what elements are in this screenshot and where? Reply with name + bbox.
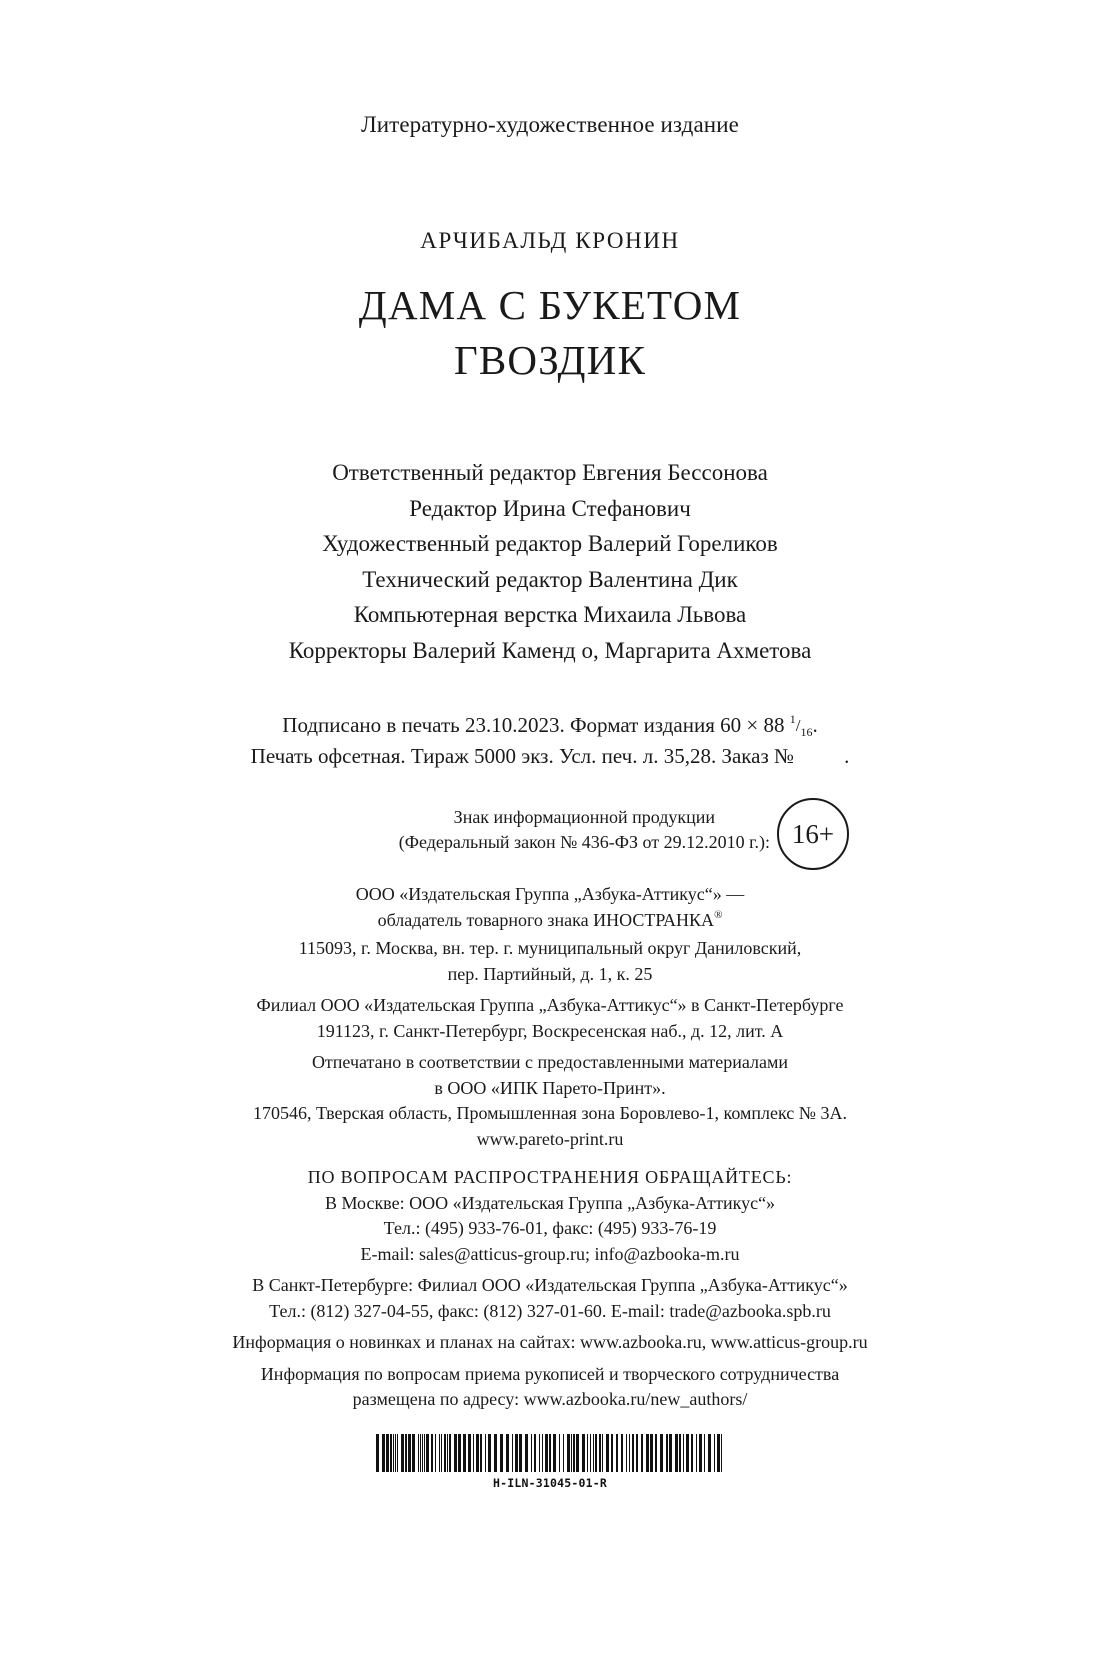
printer-line-1: Отпечатано в соответствии с предоставленными материалами bbox=[311, 1052, 789, 1072]
barcode-bar bbox=[621, 1434, 623, 1472]
credit-art-editor: Художественный редактор Валерий Гореликов bbox=[322, 531, 778, 557]
barcode-bar bbox=[488, 1434, 491, 1472]
barcode-bar bbox=[439, 1434, 440, 1472]
barcode-bars bbox=[370, 1434, 730, 1474]
barcode-bar bbox=[696, 1434, 697, 1472]
credit-layout: Компьютерная верстка Михаила Львова bbox=[353, 602, 747, 628]
barcode-bar bbox=[506, 1434, 509, 1472]
barcode-bar bbox=[422, 1434, 423, 1472]
credits-list bbox=[0, 455, 1100, 669]
barcode-bar bbox=[632, 1434, 634, 1472]
edition-type: Литературно-художественное издание bbox=[361, 112, 739, 137]
publisher-name: ООО «Издательская Группа „Азбука-Аттикус“» — bbox=[355, 884, 745, 904]
registered-mark: ® bbox=[714, 908, 723, 921]
book-title-line-2: ГВОЗДИК bbox=[453, 337, 647, 383]
trademark-owner bbox=[0, 908, 1100, 937]
branch-address: 191123, г. Санкт-Петербург, Воскресенская наб., д. 12, лит. А bbox=[316, 1020, 784, 1041]
barcode-bar bbox=[666, 1434, 668, 1472]
barcode-bar bbox=[545, 1434, 548, 1472]
barcode-bar bbox=[512, 1434, 513, 1472]
barcode-bar bbox=[395, 1434, 396, 1472]
print-signing-format: Подписано в печать 23.10.2023. Формат издания 60 × 88 bbox=[282, 713, 785, 737]
printer-line-2: в ООО «ИПК Парето-Принт». bbox=[434, 1077, 666, 1098]
barcode-bar bbox=[480, 1434, 482, 1472]
spb-phone-email: Тел.: (812) 327-04-55, факс: (812) 327-01-60. E-mail: trade@azbooka.spb.ru bbox=[269, 1300, 831, 1321]
barcode-bar bbox=[595, 1434, 597, 1472]
barcode-bar bbox=[426, 1434, 429, 1472]
age-rating-block bbox=[0, 798, 1100, 888]
distribution-spb bbox=[0, 1273, 1100, 1324]
printer-info bbox=[0, 1050, 1100, 1152]
barcode-bar bbox=[599, 1434, 601, 1472]
barcode-bar bbox=[708, 1434, 711, 1472]
barcode-bar bbox=[691, 1434, 693, 1472]
moscow-email: E-mail: sales@atticus-group.ru; info@azbooka-m.ru bbox=[360, 1243, 740, 1264]
barcode-bar bbox=[660, 1434, 663, 1472]
barcode-bar bbox=[582, 1434, 585, 1472]
barcode-bar bbox=[571, 1434, 572, 1472]
credit-technical-editor: Технический редактор Валентина Дик bbox=[362, 566, 738, 592]
barcode-bar bbox=[531, 1434, 532, 1472]
barcode-bar bbox=[382, 1434, 385, 1472]
barcode-bar bbox=[534, 1434, 536, 1472]
barcode-bar bbox=[650, 1434, 653, 1472]
barcode bbox=[370, 1434, 730, 1492]
barcode-bar bbox=[444, 1434, 446, 1472]
barcode-bar bbox=[412, 1434, 415, 1472]
barcode-bar bbox=[401, 1434, 404, 1472]
barcode-bar bbox=[717, 1434, 720, 1472]
distribution-heading: ПО ВОПРОСАМ РАСПРОСТРАНЕНИЯ ОБРАЩАЙТЕСЬ: bbox=[307, 1167, 793, 1187]
branch-name: Филиал ООО «Издательская Группа „Азбука-Аттикус“» в Санкт-Петербурге bbox=[256, 995, 844, 1015]
author-name: АРЧИБАЛЬД КРОНИН bbox=[420, 228, 680, 253]
barcode-bar bbox=[616, 1434, 618, 1472]
barcode-bar bbox=[553, 1434, 556, 1472]
book-title bbox=[0, 278, 1100, 388]
barcode-bar bbox=[669, 1434, 672, 1472]
barcode-bar bbox=[397, 1434, 398, 1472]
barcode-bar bbox=[485, 1434, 486, 1472]
barcode-bar bbox=[376, 1434, 379, 1472]
barcode-bar bbox=[449, 1434, 451, 1472]
barcode-bar bbox=[515, 1434, 518, 1472]
age-rating-badge: 16+ bbox=[777, 798, 849, 870]
format-fraction-numerator: 1 bbox=[789, 712, 796, 726]
barcode-bar bbox=[390, 1434, 392, 1472]
barcode-bar bbox=[420, 1434, 421, 1472]
barcode-bar bbox=[699, 1434, 702, 1472]
barcode-bar bbox=[476, 1434, 479, 1472]
trademark-owner-text: обладатель товарного знака ИНОСТРАНКА bbox=[377, 909, 715, 930]
barcode-bar bbox=[646, 1434, 649, 1472]
barcode-bar bbox=[626, 1434, 627, 1472]
print-info bbox=[0, 711, 1100, 770]
barcode-bar bbox=[636, 1434, 638, 1472]
barcode-bar bbox=[602, 1434, 603, 1472]
barcode-bar bbox=[519, 1434, 522, 1472]
format-fraction-denominator: 16 bbox=[800, 725, 813, 739]
barcode-bar bbox=[431, 1434, 433, 1472]
barcode-bar bbox=[435, 1434, 436, 1472]
printer-address: 170546, Тверская область, Промышленная зона Боровлево-1, комплекс № 3А. bbox=[253, 1103, 847, 1123]
authors-info bbox=[0, 1362, 1100, 1413]
age-rating-label-line-1: Знак информационной продукции bbox=[453, 807, 716, 827]
moscow-contact-name: В Москве: ООО «Издательская Группа „Азбука-Аттикус“» bbox=[324, 1192, 776, 1213]
barcode-bar bbox=[675, 1434, 678, 1472]
news-websites: Информация о новинках и планах на сайтах: www.azbooka.ru, www.atticus-group.ru bbox=[232, 1332, 868, 1352]
barcode-bar bbox=[393, 1434, 394, 1472]
publisher-main bbox=[0, 882, 1100, 987]
barcode-bar bbox=[679, 1434, 681, 1472]
print-info-line-2-end: . bbox=[844, 744, 850, 768]
printer-website: www.pareto-print.ru bbox=[476, 1128, 624, 1149]
age-rating-label-line-2: (Федеральный закон № 436-ФЗ от 29.12.2010 г.): bbox=[398, 832, 770, 852]
format-fraction-slash: / bbox=[795, 716, 801, 735]
barcode-bar bbox=[573, 1434, 575, 1472]
barcode-bar bbox=[473, 1434, 474, 1472]
barcode-code: H-ILN-31045-01-R bbox=[493, 1476, 607, 1490]
barcode-bar bbox=[590, 1434, 591, 1472]
barcode-bar bbox=[641, 1434, 643, 1472]
barcode-bar bbox=[463, 1434, 466, 1472]
barcode-bar bbox=[424, 1434, 425, 1472]
print-info-line-1 bbox=[0, 711, 1100, 742]
barcode-bar bbox=[721, 1434, 722, 1472]
credit-responsible-editor: Ответственный редактор Евгения Бессонова bbox=[332, 460, 768, 485]
barcode-bar bbox=[408, 1434, 411, 1472]
barcode-bar bbox=[468, 1434, 471, 1472]
barcode-bar bbox=[593, 1434, 594, 1472]
authors-info-line-2: размещена по адресу: www.azbooka.ru/new_authors/ bbox=[352, 1389, 748, 1409]
barcode-bar bbox=[405, 1434, 407, 1472]
barcode-bar bbox=[559, 1434, 560, 1472]
barcode-bar bbox=[611, 1434, 613, 1472]
print-info-line-2 bbox=[0, 742, 1100, 770]
barcode-bar bbox=[441, 1434, 442, 1472]
barcode-bar bbox=[539, 1434, 540, 1472]
credit-proofreaders: Корректоры Валерий Каменд о, Маргарита Ахметова bbox=[288, 637, 812, 663]
barcode-bar bbox=[576, 1434, 579, 1472]
print-run-details: Печать офсетная. Тираж 5000 экз. Усл. печ. л. 35,28. Заказ № bbox=[250, 744, 795, 768]
barcode-bar bbox=[418, 1434, 419, 1472]
spb-contact-name: В Санкт-Петербурге: Филиал ООО «Издательская Группа „Азбука-Аттикус“» bbox=[252, 1275, 848, 1295]
barcode-bar bbox=[567, 1434, 570, 1472]
publisher-address-line-2: пер. Партийный, д. 1, к. 25 bbox=[447, 963, 653, 984]
barcode-bar bbox=[563, 1434, 564, 1472]
publisher-branch bbox=[0, 993, 1100, 1044]
barcode-bar bbox=[655, 1434, 657, 1472]
distribution-moscow bbox=[0, 1191, 1100, 1268]
barcode-bar bbox=[704, 1434, 705, 1472]
moscow-phone: Тел.: (495) 933-76-01, факс: (495) 933-76-19 bbox=[383, 1218, 717, 1238]
authors-info-line-1: Информация по вопросам приема рукописей и творческого сотрудничества bbox=[260, 1363, 840, 1384]
distribution-info bbox=[0, 1165, 1100, 1419]
credit-editor: Редактор Ирина Стефанович bbox=[409, 495, 691, 521]
news-info bbox=[0, 1330, 1100, 1356]
barcode-bar bbox=[447, 1434, 448, 1472]
barcode-bar bbox=[606, 1434, 609, 1472]
barcode-bar bbox=[629, 1434, 630, 1472]
barcode-bar bbox=[542, 1434, 543, 1472]
barcode-bar bbox=[714, 1434, 715, 1472]
print-info-line-1-end: . bbox=[812, 713, 818, 737]
age-rating-label bbox=[399, 805, 770, 855]
barcode-bar bbox=[500, 1434, 503, 1472]
barcode-bar bbox=[683, 1434, 684, 1472]
book-title-line-1: ДАМА С БУКЕТОМ bbox=[358, 282, 742, 328]
barcode-bar bbox=[525, 1434, 528, 1472]
barcode-bar bbox=[454, 1434, 457, 1472]
barcode-bar bbox=[386, 1434, 389, 1472]
publisher-info bbox=[0, 882, 1100, 1158]
barcode-bar bbox=[549, 1434, 551, 1472]
barcode-bar bbox=[494, 1434, 497, 1472]
barcode-bar bbox=[587, 1434, 588, 1472]
publisher-address-line-1: 115093, г. Москва, вн. тер. г. муниципальный округ Даниловский, bbox=[298, 938, 802, 958]
barcode-bar bbox=[686, 1434, 689, 1472]
barcode-bar bbox=[458, 1434, 461, 1472]
